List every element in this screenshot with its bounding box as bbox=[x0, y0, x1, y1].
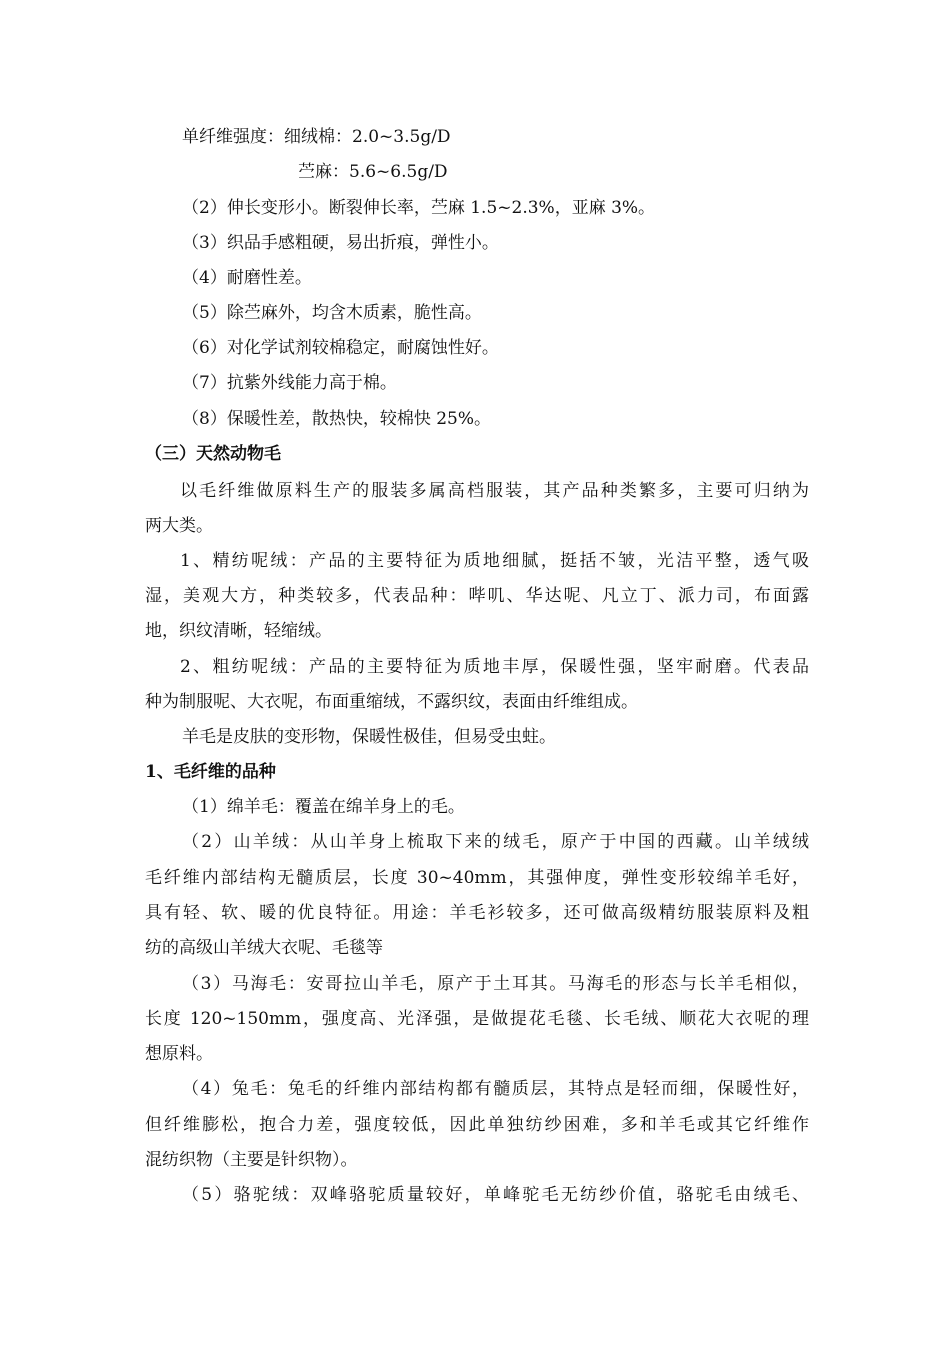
list-item-3: （3）织品手感粗硬，易出折痕，弹性小。 bbox=[182, 233, 499, 253]
paragraph-line: 但纤维膨松，抱合力差，强度较低，因此单独纺纱困难，多和羊毛或其它纤维作 bbox=[145, 1115, 809, 1135]
paragraph-line: （2）山羊绒：从山羊身上梳取下来的绒毛，原产于中国的西藏。山羊绒绒 bbox=[182, 832, 809, 852]
list-item-2: （2）伸长变形小。断裂伸长率，苎麻 1.5~2.3%，亚麻 3%。 bbox=[182, 198, 656, 218]
paragraph-line: 地，织纹清晰，轻缩绒。 bbox=[145, 621, 332, 641]
paragraph-line: 毛纤维内部结构无髓质层，长度 30~40mm，其强伸度，弹性变形较绵羊毛好， bbox=[145, 868, 809, 888]
list-item-6: （6）对化学试剂较棉稳定，耐腐蚀性好。 bbox=[182, 338, 499, 358]
paragraph-line: 长度 120~150mm，强度高、光泽强，是做提花毛毯、长毛绒、顺花大衣呢的理 bbox=[145, 1009, 809, 1029]
section-heading-animal-hair: （三）天然动物毛 bbox=[145, 444, 281, 464]
list-item-5: （5）除苎麻外，均含木质素，脆性高。 bbox=[182, 303, 482, 323]
paragraph-line: 具有轻、软、暖的优良特征。用途：羊毛衫较多，还可做高级精纺服装原料及粗 bbox=[145, 903, 809, 923]
list-item-8: （8）保暖性差，散热快，较棉快 25%。 bbox=[182, 409, 492, 429]
strength-line-ramie: 苎麻：5.6~6.5g/D bbox=[298, 162, 448, 182]
paragraph-line: 湿，美观大方，种类较多，代表品种：哔叽、华达呢、凡立丁、派力司，布面露 bbox=[145, 586, 809, 606]
paragraph-line: 两大类。 bbox=[145, 516, 213, 536]
paragraph-line: （5）骆驼绒：双峰骆驼质量较好，单峰驼毛无纺纱价值，骆驼毛由绒毛、 bbox=[182, 1185, 809, 1205]
strength-line-cotton: 单纤维强度：细绒棉：2.0~3.5g/D bbox=[182, 127, 451, 147]
section-heading-wool-varieties: 1、毛纤维的品种 bbox=[145, 762, 276, 782]
paragraph-line: 混纺织物（主要是针织物）。 bbox=[145, 1150, 358, 1170]
paragraph-line: 2、粗纺呢绒：产品的主要特征为质地丰厚，保暖性强，坚牢耐磨。代表品 bbox=[180, 657, 809, 677]
paragraph-line: （3）马海毛：安哥拉山羊毛，原产于土耳其。马海毛的形态与长羊毛相似， bbox=[182, 974, 809, 994]
paragraph-line: 想原料。 bbox=[145, 1044, 213, 1064]
paragraph-line: 1、精纺呢绒：产品的主要特征为质地细腻，挺括不皱，光洁平整，透气吸 bbox=[180, 551, 809, 571]
list-item-4: （4）耐磨性差。 bbox=[182, 268, 312, 288]
paragraph-line: 以毛纤维做原料生产的服装多属高档服装，其产品种类繁多，主要可归纳为 bbox=[180, 481, 809, 501]
paragraph-line: （4）兔毛：兔毛的纤维内部结构都有髓质层，其特点是轻而细，保暖性好， bbox=[182, 1079, 809, 1099]
list-item-7: （7）抗紫外线能力高于棉。 bbox=[182, 373, 397, 393]
paragraph-line: 羊毛是皮肤的变形物，保暖性极佳，但易受虫蛀。 bbox=[182, 727, 556, 747]
list-item-wool-1: （1）绵羊毛：覆盖在绵羊身上的毛。 bbox=[182, 797, 465, 817]
paragraph-line: 纺的高级山羊绒大衣呢、毛毯等 bbox=[145, 938, 383, 958]
paragraph-line: 种为制服呢、大衣呢，布面重缩绒，不露织纹，表面由纤维组成。 bbox=[145, 692, 638, 712]
